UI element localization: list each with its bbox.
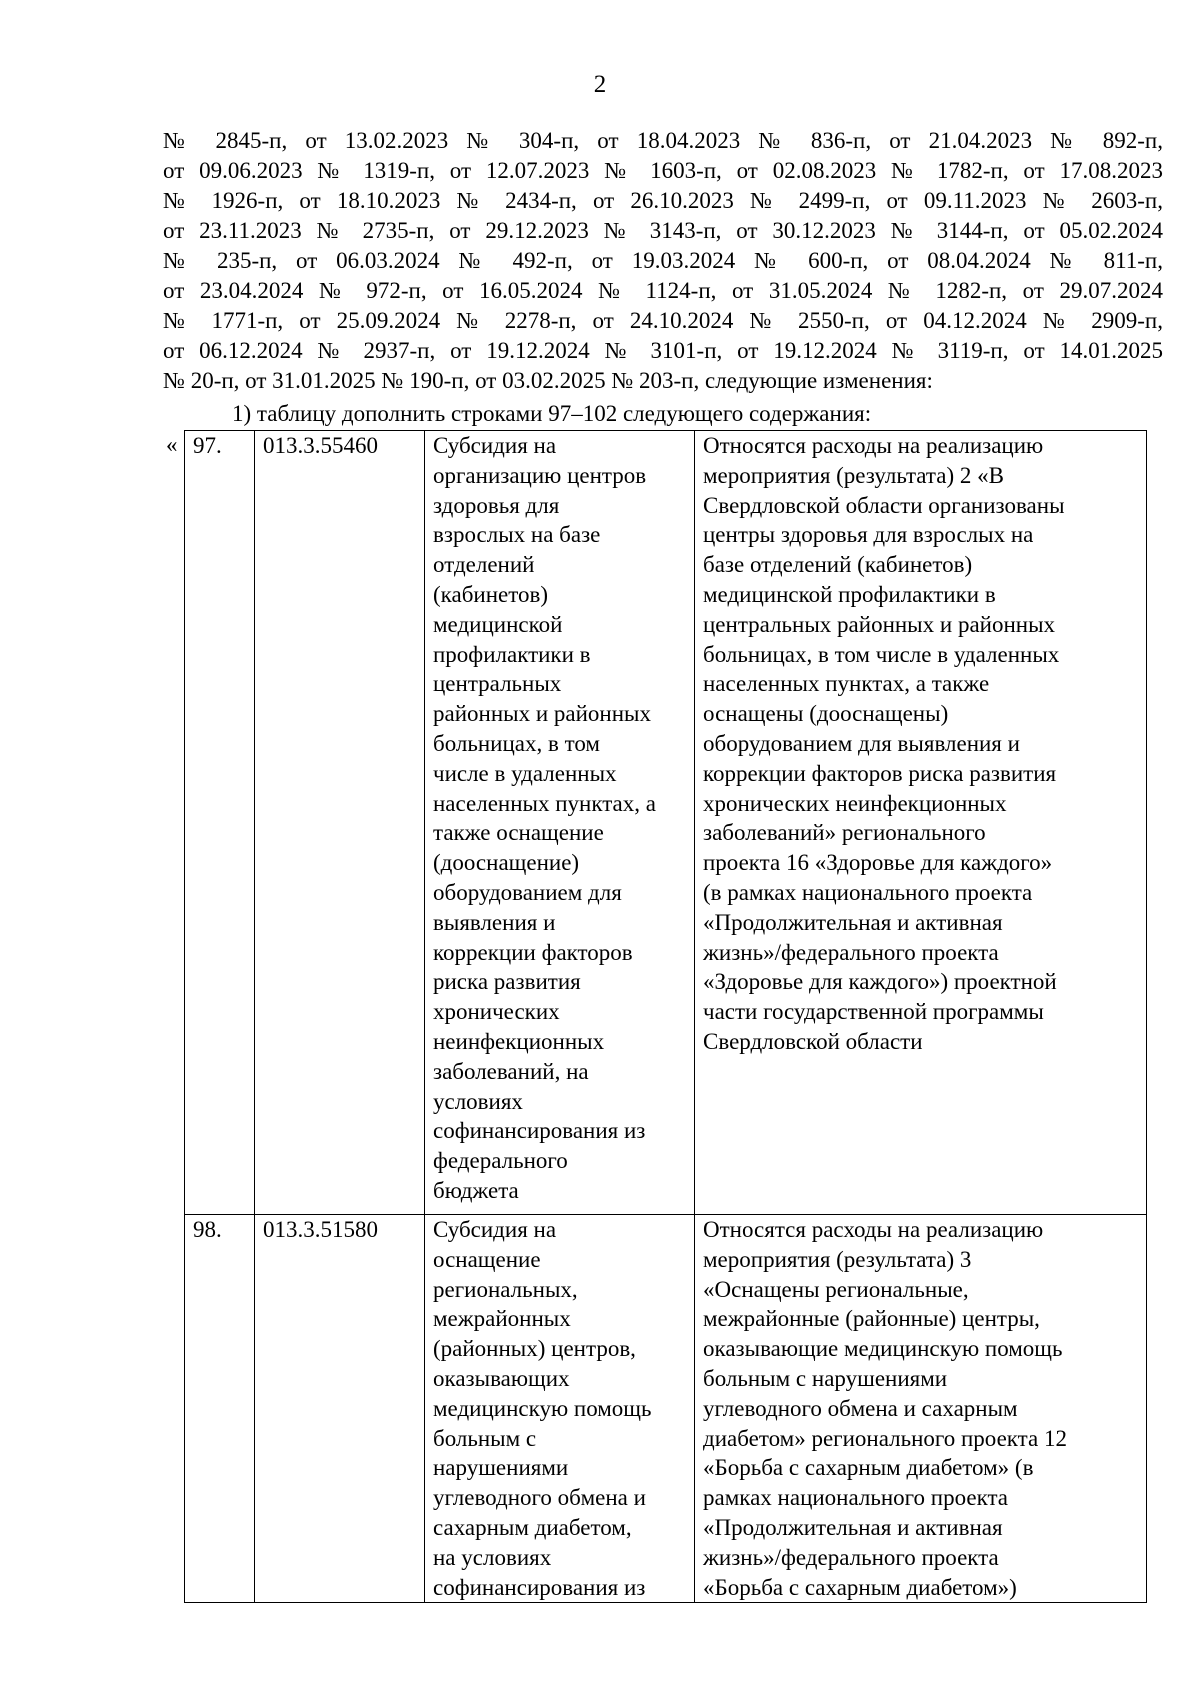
opening-quote-mark: « xyxy=(166,432,178,457)
intro-line: № 20-п, от 31.01.2025 № 190-п, от 03.02.2025 № 203-п, следующие изменения: xyxy=(163,368,933,393)
classification-code: 013.3.55460 xyxy=(263,433,378,458)
intro-line: № 1926-п, от 18.10.2023 № 2434-п, от 26.10.2023 № 2499-п, от 09.11.2023 № 2603-п, xyxy=(163,188,1163,213)
intro-line: от 23.04.2024 № 972-п, от 16.05.2024 № 1124-п, от 31.05.2024 № 1282-п, от 29.07.2024 xyxy=(163,278,1163,303)
name-cell xyxy=(425,431,695,1215)
row-number-cell xyxy=(185,1215,255,1603)
description-cell xyxy=(695,1215,1147,1603)
row-number: 97. xyxy=(193,433,222,458)
code-cell xyxy=(255,1215,425,1603)
name-cell xyxy=(425,1215,695,1603)
intro-line: от 06.12.2024 № 2937-п, от 19.12.2024 № 3101-п, от 19.12.2024 № 3119-п, от 14.01.2025 xyxy=(163,338,1163,363)
expense-description: Относятся расходы на реализацию мероприятия (результата) 2 «В Свердловской области организованы центры здоровья для взрослых на базе отделений (кабинетов) медицинской профилактики в центральных районных и районных больницах, в том числе в удаленных населенных пунктах, а также оснащены (дооснащены) оборудованием для выявления и коррекции факторов риска развития хронических неинфекционных заболеваний» регионального проекта 16 «Здоровье для каждого» (в рамках национального проекта «Продолжительная и активная жизнь»/федерального проекта «Здоровье для каждого») проектной части государственной программы Свердловской области xyxy=(703,433,1065,1054)
budget-classification-table xyxy=(184,430,1147,1603)
expense-name: Субсидия на оснащение региональных, межрайонных (районных) центров, оказывающих медицинскую помощь больным с нарушениями углеводного обмена и сахарным диабетом, на условиях софинансирования из xyxy=(433,1217,652,1600)
table-row xyxy=(185,1215,1147,1603)
description-cell xyxy=(695,431,1147,1215)
expense-name: Субсидия на организацию центров здоровья для взрослых на базе отделений (кабинетов) медицинской профилактики в центральных районных и районных больницах, в том числе в удаленных населенных пунктах, а также оснащение (дооснащение) оборудованием для выявления и коррекции факторов риска развития хронических неинфекционных заболеваний, на условиях софинансирования из федерального бюджета xyxy=(433,433,656,1203)
row-number: 98. xyxy=(193,1217,222,1242)
list-item-table-addition: 1) таблицу дополнить строками 97–102 следующего содержания: xyxy=(232,401,872,426)
expense-description: Относятся расходы на реализацию мероприятия (результата) 3 «Оснащены региональные, межрайонные (районные) центры, оказывающие медицинскую помощь больным с нарушениями углеводного обмена и сахарным диабетом» регионального проекта 12 «Борьба с сахарным диабетом» (в рамках национального проекта «Продолжительная и активная жизнь»/федерального проекта «Борьба с сахарным диабетом») xyxy=(703,1217,1067,1600)
classification-code: 013.3.51580 xyxy=(263,1217,378,1242)
intro-line: от 23.11.2023 № 2735-п, от 29.12.2023 № 3143-п, от 30.12.2023 № 3144-п, от 05.02.2024 xyxy=(163,218,1163,243)
intro-line: № 2845-п, от 13.02.2023 № 304-п, от 18.04.2023 № 836-п, от 21.04.2023 № 892-п, xyxy=(163,128,1163,153)
amendment-intro-paragraph xyxy=(163,126,1163,396)
table-row xyxy=(185,431,1147,1215)
intro-line: № 1771-п, от 25.09.2024 № 2278-п, от 24.10.2024 № 2550-п, от 04.12.2024 № 2909-п, xyxy=(163,308,1163,333)
page-number: 2 xyxy=(593,71,607,98)
intro-line: от 09.06.2023 № 1319-п, от 12.07.2023 № 1603-п, от 02.08.2023 № 1782-п, от 17.08.2023 xyxy=(163,158,1163,183)
row-number-cell xyxy=(185,431,255,1215)
intro-line: № 235-п, от 06.03.2024 № 492-п, от 19.03.2024 № 600-п, от 08.04.2024 № 811-п, xyxy=(163,248,1163,273)
code-cell xyxy=(255,431,425,1215)
